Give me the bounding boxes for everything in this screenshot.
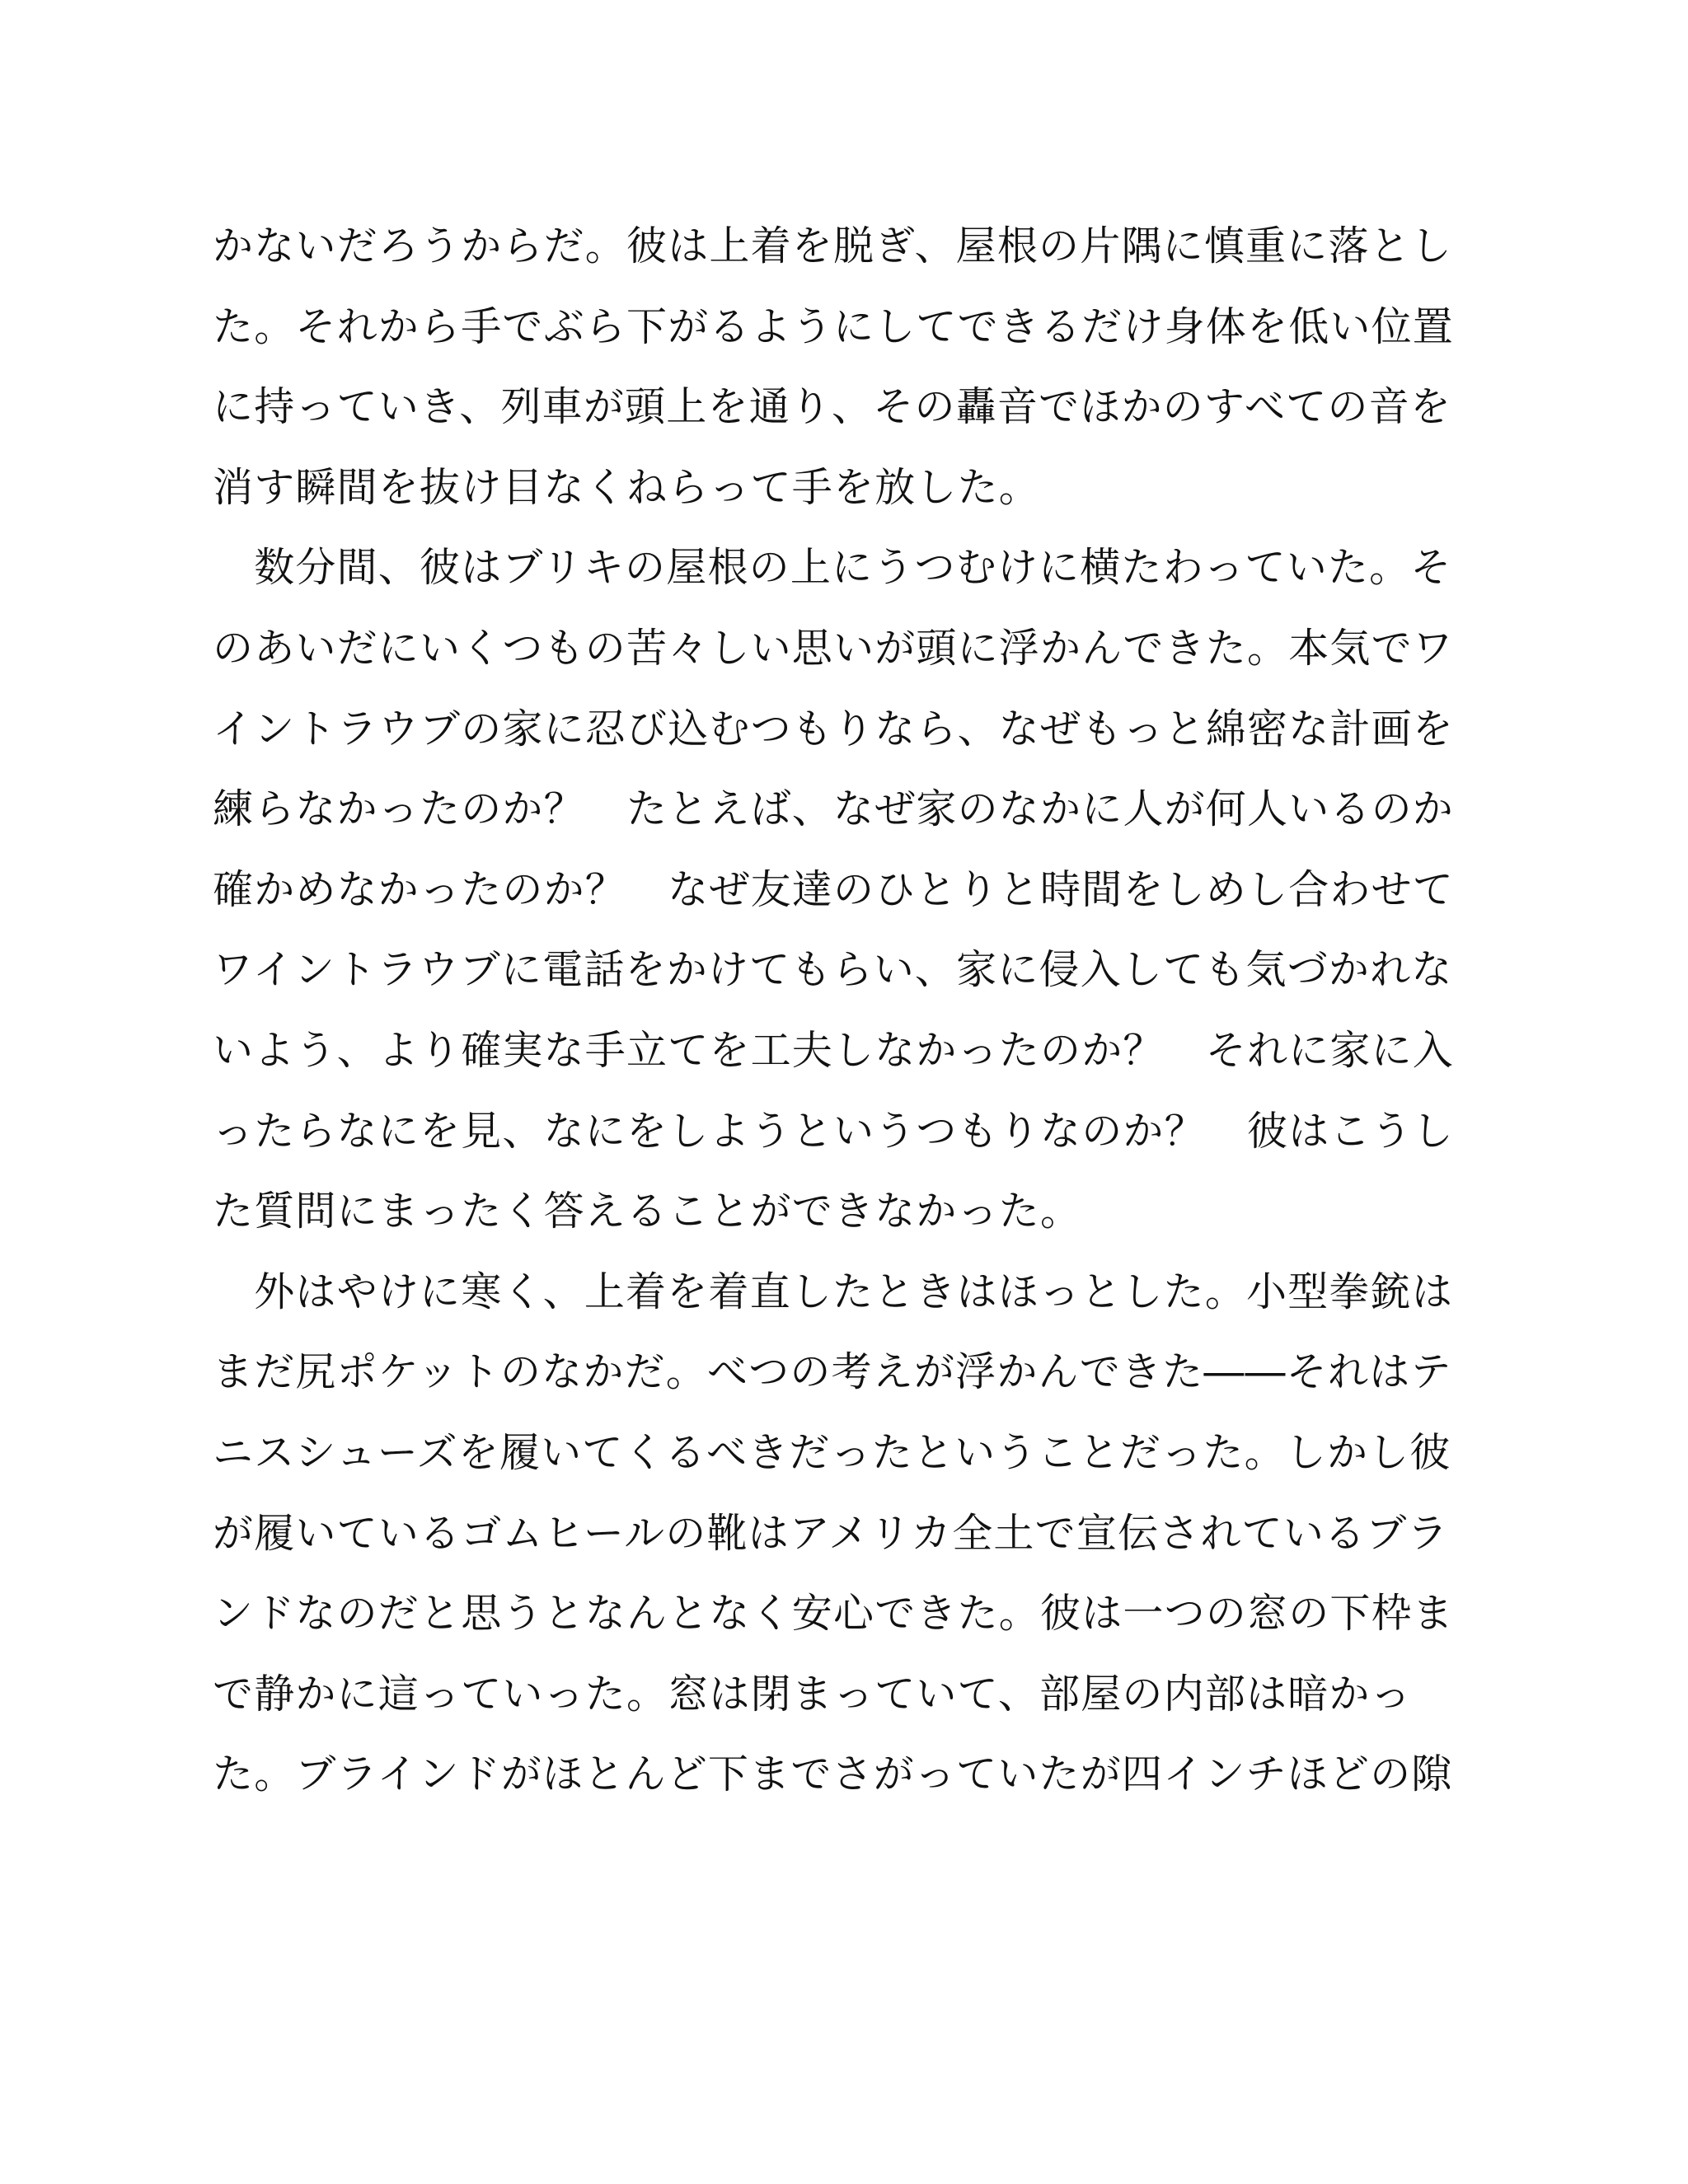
text-line: まだ尻ポケットのなかだ。べつの考えが浮かんできた――それはテ	[213, 1348, 1452, 1396]
text-line: た。ブラインドがほとんど下までさがっていたが四インチほどの隙	[213, 1750, 1453, 1798]
text-line: 確かめなかったのか？ なぜ友達のひとりと時間をしめし合わせて	[213, 865, 1455, 913]
text-line: が履いているゴムヒールの靴はアメリカ全土で宣伝されているブラ	[213, 1509, 1449, 1557]
text-line: に持っていき、列車が頭上を通り、その轟音でほかのすべての音を	[213, 383, 1452, 431]
text-line: 練らなかったのか？ たとえば、なぜ家のなかに人が何人いるのか	[213, 785, 1455, 833]
text-line: で静かに這っていった。窓は閉まっていて、部屋の内部は暗かっ	[213, 1670, 1412, 1718]
text-line: ったらなにを見、なにをしようというつもりなのか？ 彼はこうし	[213, 1107, 1455, 1155]
text-line: 消す瞬間を抜け目なくねらって手を放した。	[213, 463, 1041, 511]
text-line: た質問にまったく答えることができなかった。	[213, 1188, 1082, 1235]
text-line: ニスシューズを履いてくるべきだったということだった。しかし彼	[213, 1428, 1451, 1476]
body-text	[213, 206, 1482, 1815]
text-line: いよう、より確実な手立てを工夫しなかったのか？ それに家に入	[213, 1026, 1455, 1074]
text-line: ンドなのだと思うとなんとなく安心できた。彼は一つの窓の下枠ま	[213, 1590, 1455, 1638]
text-line: 数分間、彼はブリキの屋根の上にうつむけに横たわっていた。そ	[213, 544, 1452, 592]
text-line: ワイントラウブに電話をかけてもらい、家に侵入しても気づかれな	[213, 946, 1453, 994]
text-line: 外はやけに寒く、上着を着直したときはほっとした。小型拳銃は	[213, 1268, 1454, 1315]
text-line: かないだろうからだ。彼は上着を脱ぎ、屋根の片隅に慎重に落とし	[213, 223, 1453, 269]
text-line: た。それから手でぶら下がるようにしてできるだけ身体を低い位置	[213, 302, 1455, 350]
text-line: のあいだにいくつもの苦々しい思いが頭に浮かんできた。本気でワ	[213, 624, 1455, 672]
text-line: イントラウブの家に忍び込むつもりなら、なぜもっと綿密な計画を	[213, 705, 1455, 752]
